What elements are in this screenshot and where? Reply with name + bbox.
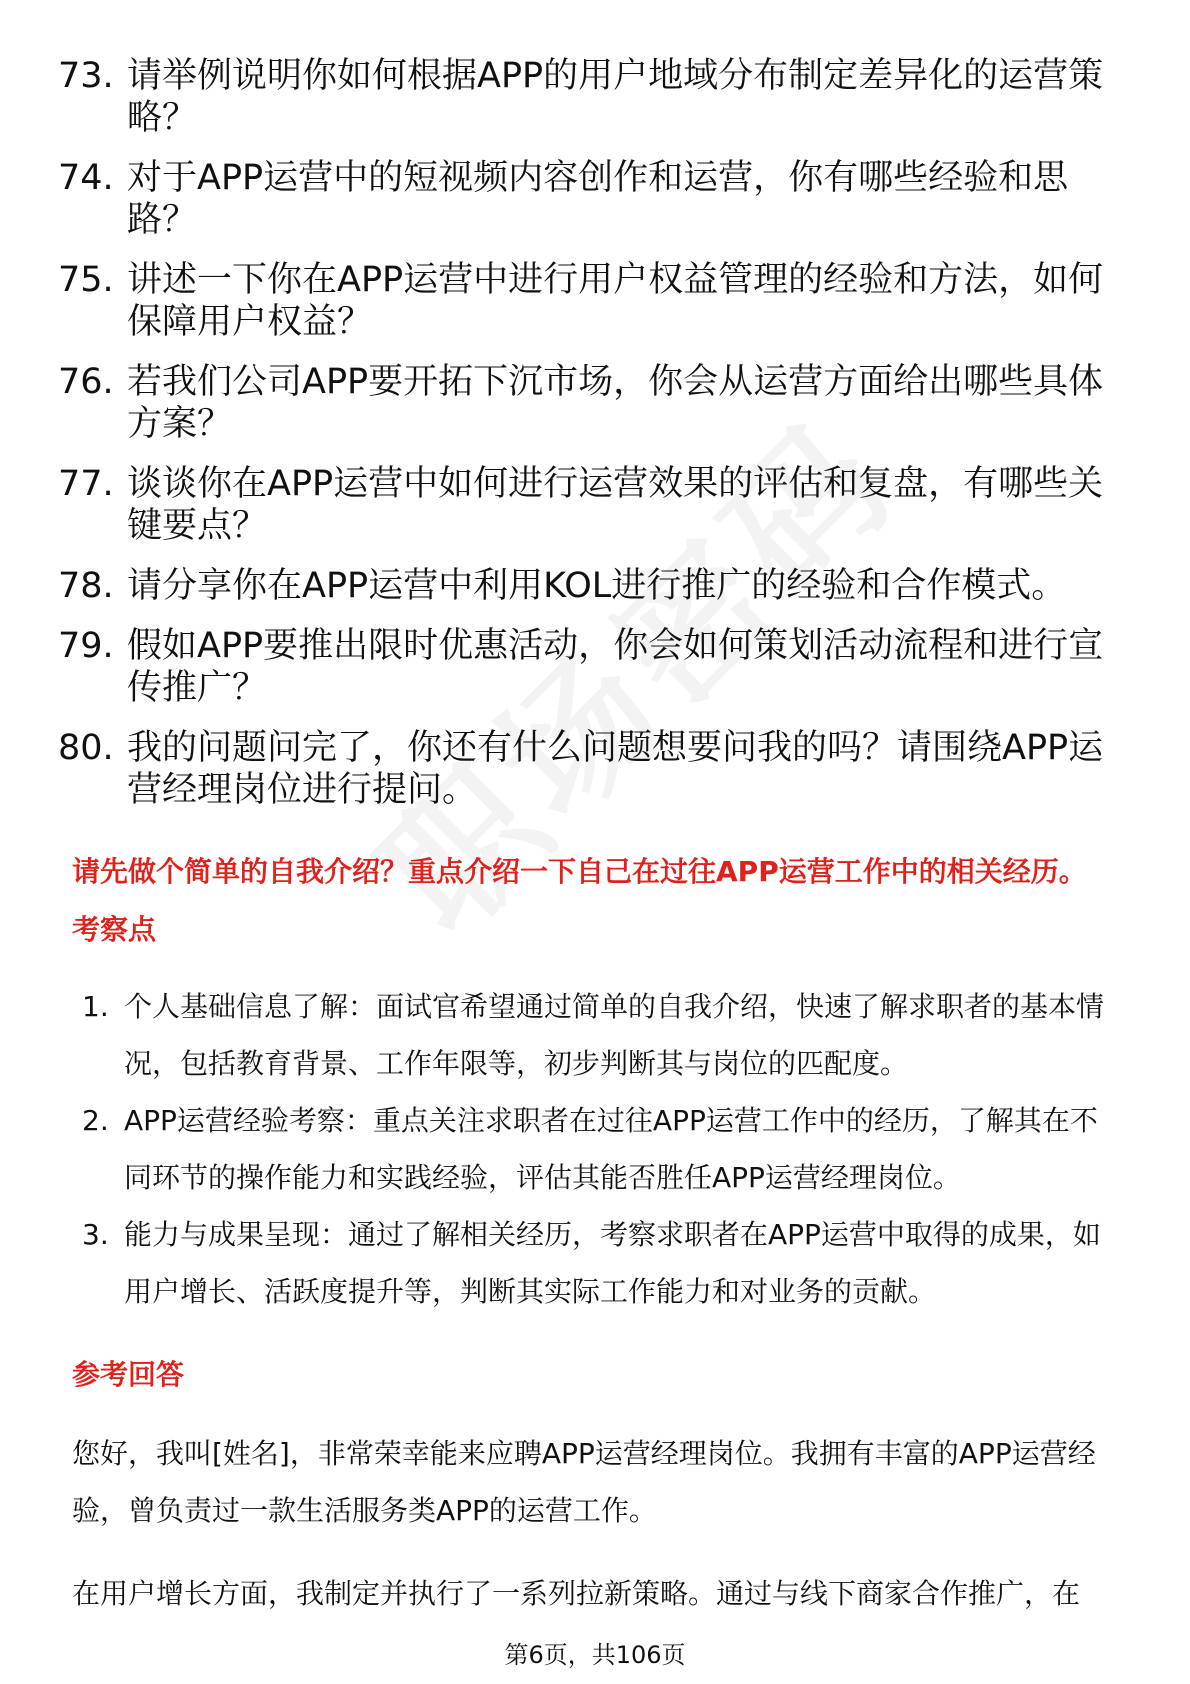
question-number: 77. — [58, 464, 114, 504]
question-item — [58, 259, 1128, 343]
section-label-answer: 参考回答 — [72, 1358, 185, 1391]
question-text: 讲述一下你在APP运营中进行用户权益管理的经验和方法，如何保障用户权益？ — [127, 260, 1104, 342]
point-text: 能力与成果呈现：通过了解相关经历，考察求职者在APP运营中取得的成果，如用户增长、活跃度提升等，判断其实际工作能力和对业务的贡献。 — [124, 1218, 1101, 1308]
question-number: 79. — [58, 626, 114, 666]
answer-paragraph: 您好，我叫[姓名]，非常荣幸能来应聘APP运营经理岗位。我拥有丰富的APP运营经验，曾负责过一款生活服务类APP的运营工作。 — [72, 1437, 1096, 1527]
question-number: 73. — [58, 56, 114, 96]
question-item — [58, 463, 1128, 547]
question-item — [58, 157, 1128, 241]
question-item — [58, 361, 1128, 445]
question-text: 若我们公司APP要开拓下沉市场，你会从运营方面给出哪些具体方案？ — [127, 362, 1104, 444]
question-number: 75. — [58, 260, 114, 300]
question-number: 74. — [58, 158, 114, 198]
question-number: 80. — [58, 728, 114, 768]
point-number: 3. — [82, 1218, 109, 1251]
answer-paragraph: 在用户增长方面，我制定并执行了一系列拉新策略。通过与线下商家合作推广，在 — [72, 1577, 1081, 1610]
question-item — [58, 625, 1128, 709]
point-item — [82, 1206, 1122, 1320]
question-item — [58, 55, 1128, 139]
question-text: 谈谈你在APP运营中如何进行运营效果的评估和复盘，有哪些关键要点？ — [127, 464, 1104, 546]
question-text: 假如APP要推出限时优惠活动，你会如何策划活动流程和进行宣传推广？ — [127, 626, 1104, 708]
point-text: APP运营经验考察：重点关注求职者在过往APP运营工作中的经历，了解其在不同环节的操作能力和实践经验，评估其能否胜任APP运营经理岗位。 — [124, 1104, 1098, 1194]
question-text: 请举例说明你如何根据APP的用户地域分布制定差异化的运营策略？ — [127, 56, 1104, 138]
section-label-points: 考察点 — [72, 913, 157, 946]
highlight-question: 请先做个简单的自我介绍？重点介绍一下自己在过往APP运营工作中的相关经历。 — [72, 855, 1087, 888]
page-footer: 第6页，共106页 — [504, 1641, 686, 1669]
point-text: 个人基础信息了解：面试官希望通过简单的自我介绍，快速了解求职者的基本情况，包括教育背景、工作年限等，初步判断其与岗位的匹配度。 — [124, 990, 1105, 1080]
question-text: 我的问题问完了，你还有什么问题想要问我的吗？请围绕APP运营经理岗位进行提问。 — [127, 728, 1104, 810]
point-item — [82, 978, 1122, 1092]
question-item — [58, 565, 1128, 607]
question-list — [58, 55, 1128, 829]
question-text: 请分享你在APP运营中利用KOL进行推广的经验和合作模式。 — [127, 566, 1067, 606]
point-number: 1. — [82, 990, 109, 1023]
question-item — [58, 727, 1128, 811]
points-list — [82, 978, 1122, 1320]
question-number: 78. — [58, 566, 114, 606]
point-item — [82, 1092, 1122, 1206]
point-number: 2. — [82, 1104, 109, 1137]
question-text: 对于APP运营中的短视频内容创作和运营，你有哪些经验和思路？ — [127, 158, 1069, 240]
question-number: 76. — [58, 362, 114, 402]
